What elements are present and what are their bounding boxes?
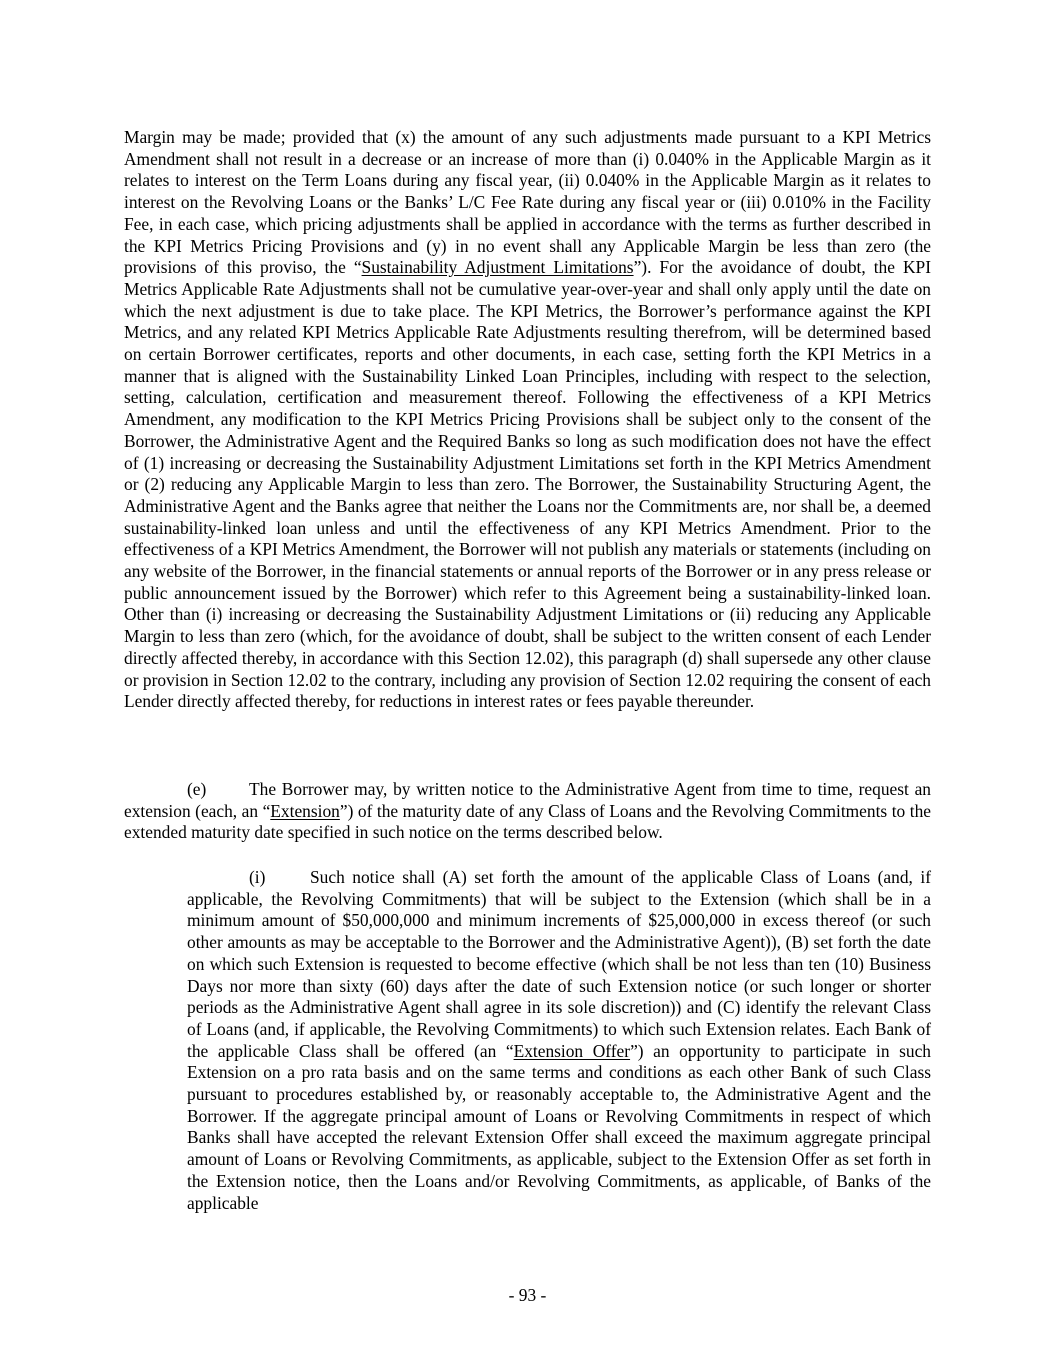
paragraph-label: (i) bbox=[249, 867, 266, 887]
subparagraph-i bbox=[187, 867, 931, 1214]
paragraph-text: ”). For the avoidance of doubt, the KPI Metrics Applicable Rate Adjustments shall not be cumulative year-over-year and shall only apply until the date on which the next adjustment is due to take place. The KPI Metrics, the Borrower’s performance against the KPI Metrics, and any related KPI Metrics Applicable Rate Adjustments resulting therefrom, will be determined based on certain Borrower certificates, reports and other documents, in each case, setting forth the KPI Metrics in a manner that is aligned with the Sustainability Linked Loan Principles, including with respect to the selection, setting, calculation, certification and measurement thereof. Following the effectiveness of a KPI Metrics Amendment, any modification to the KPI Metrics Pricing Provisions shall be subject only to the consent of the Borrower, the Administrative Agent and the Required Banks so long as such modification does not have the effect of (1) increasing or decreasing the Sustainability Adjustment Limitations set forth in the KPI Metrics Amendment or (2) reducing any Applicable Margin to less than zero. The Borrower, the Sustainability Structuring Agent, the Administrative Agent and the Banks agree that neither the Loans nor the Commitments are, nor shall be, a deemed sustainability-linked loan unless and until the effectiveness of any KPI Metrics Amendment. Prior to the effectiveness of a KPI Metrics Amendment, the Borrower will not publish any materials or statements (including on any website of the Borrower, in the financial statements or annual reports of the Borrower or in any press release or public announcement issued by the Borrower) which refer to this Agreement being a sustainability-linked loan. Other than (i) increasing or decreasing the Sustainability Adjustment Limitations or (ii) reducing any Applicable Margin to less than zero (which, for the avoidance of doubt, shall be subject to the written consent of each Lender directly affected thereby, in accordance with this Section 12.02), this paragraph (d) shall supersede any other clause or provision in Section 12.02 to the contrary, including any provision of Section 12.02 requiring the consent of each Lender directly affected thereby, for reductions in interest rates or fees payable thereunder. bbox=[124, 257, 931, 712]
paragraph-e bbox=[124, 779, 931, 844]
defined-term-extension-offer: Extension Offer bbox=[513, 1040, 631, 1061]
paragraph-text: Margin may be made; provided that (x) the amount of any such adjustments made pursuant to a KPI Metrics Amendment shall not result in a decrease or an increase of more than (i) 0.040% in the Applicable Margin as it relates to interest on the Term Loans during any fiscal year, (ii) 0.040% in the Applicable Margin as it relates to interest on the Revolving Loans or the Banks’ L/C Fee Rate during any fiscal year or (iii) 0.010% in the Facility Fee, in each case, which pricing adjustments shall be applied in accordance with the terms as further described in the KPI Metrics Pricing Provisions and (y) in no event shall any Applicable Margin be less than zero (the provisions of this proviso, the “ bbox=[124, 127, 931, 278]
paragraph-label: (e) bbox=[187, 779, 207, 799]
defined-term-sustainability-adjustment-limitations: Sustainability Adjustment Limitations bbox=[361, 257, 634, 278]
paragraph-text: Such notice shall (A) set forth the amount of the applicable Class of Loans (and, if applicable, the Revolving Commitments) that will be subject to the Extension (which shall be in a minimum amount of $50,000,000 and minimum increments of $25,000,000 in excess thereof (or such other amounts as may be acceptable to the Borrower and the Administrative Agent)), (B) set forth the date on which such Extension is requested to become effective (which shall be not less than ten (10) Business Days nor more than sixty (60) days after the date of such Extension notice (or such longer or shorter periods as the Administrative Agent shall agree in its sole discretion)) and (C) identify the relevant Class of Loans (and, if applicable, the Revolving Commitments) to which such Extension relates. Each Bank of the applicable Class shall be offered (an “ bbox=[187, 867, 931, 1061]
paragraph-text: ”) of the maturity date of any Class of Loans and the Revolving Commitments to the extended maturity date specified in such notice on the terms described below. bbox=[124, 800, 931, 843]
page-number: - 93 - bbox=[508, 1285, 547, 1305]
paragraph-text: The Borrower may, by written notice to the Administrative Agent from time to time, request an extension (each, an “ bbox=[124, 779, 931, 821]
paragraph-text: ”) an opportunity to participate in such Extension on a pro rata basis and on the same terms and conditions as each other Bank of such Class pursuant to procedures established by, or reasonably acceptable to, the Administrative Agent and the Borrower. If the aggregate principal amount of Loans or Revolving Commitments in respect of which Banks shall have accepted the relevant Extension Offer shall exceed the maximum aggregate principal amount of Loans or Revolving Commitments, as applicable, subject to the Extension Offer as set forth in the Extension notice, then the Loans and/or Revolving Commitments, as applicable, of Banks of the applicable bbox=[187, 1040, 931, 1213]
defined-term-extension: Extension bbox=[270, 800, 340, 821]
paragraph-continuation bbox=[124, 127, 931, 713]
